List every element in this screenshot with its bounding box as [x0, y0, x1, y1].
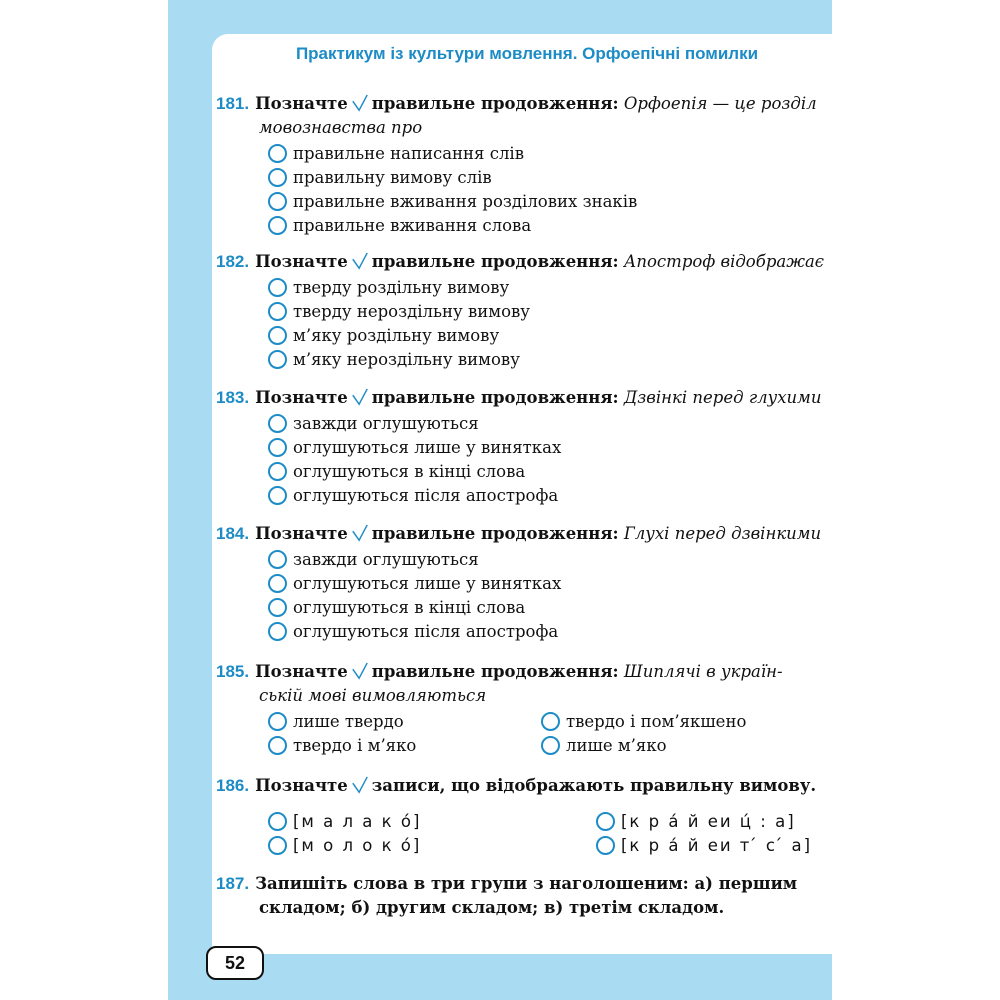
option-label: оглушуються лише у винятках	[293, 574, 562, 593]
question-number: 183.	[216, 388, 250, 407]
radio-circle-icon[interactable]	[268, 350, 287, 369]
radio-circle-icon[interactable]	[268, 736, 287, 755]
answer-option[interactable]	[216, 142, 836, 166]
option-label: лише твердо	[293, 712, 404, 731]
question-prompt: Глухі перед дзвінкими	[623, 524, 822, 543]
radio-circle-icon[interactable]	[268, 812, 287, 831]
answer-option[interactable]	[216, 734, 541, 758]
option-label: [к р а́ й еи т ́ с ́ а]	[621, 836, 813, 855]
question-instruction: правильне продовження:	[371, 662, 619, 681]
option-label: тверду роздільну вимову	[293, 278, 510, 297]
option-label: оглушуються після апострофа	[293, 622, 559, 641]
question-183	[216, 386, 836, 508]
option-label: м’яку роздільну вимову	[293, 326, 500, 345]
radio-circle-icon[interactable]	[268, 326, 287, 345]
check-mark-icon	[351, 94, 369, 112]
page-number: 52	[206, 946, 264, 980]
radio-circle-icon[interactable]	[268, 144, 287, 163]
answer-option[interactable]	[216, 276, 836, 300]
answer-option[interactable]	[216, 190, 836, 214]
option-label: оглушуються лише у винятках	[293, 438, 562, 457]
question-182	[216, 250, 836, 372]
answer-option[interactable]	[216, 324, 836, 348]
radio-circle-icon[interactable]	[596, 812, 615, 831]
question-lead: Позначте	[255, 388, 348, 407]
answer-option[interactable]	[216, 214, 836, 238]
answer-option[interactable]	[216, 620, 836, 644]
answer-option[interactable]	[541, 734, 831, 758]
option-label: [к р а́ й еи ц́ : а]	[621, 812, 796, 831]
answer-option[interactable]	[216, 572, 836, 596]
radio-circle-icon[interactable]	[541, 712, 560, 731]
answer-option[interactable]	[216, 436, 836, 460]
option-label: оглушуються в кінці слова	[293, 462, 526, 481]
radio-circle-icon[interactable]	[268, 836, 287, 855]
question-lead: Позначте	[255, 662, 348, 681]
option-label: лише м’яко	[566, 736, 667, 755]
question-186	[216, 774, 836, 858]
question-prompt: Дзвінкі перед глухими	[623, 388, 822, 407]
option-label: правильне написання слів	[293, 144, 524, 163]
radio-circle-icon[interactable]	[268, 550, 287, 569]
radio-circle-icon[interactable]	[268, 168, 287, 187]
question-number: 182.	[216, 252, 250, 271]
answer-option[interactable]	[216, 834, 541, 858]
answer-option[interactable]	[216, 596, 836, 620]
option-label: правильну вимову слів	[293, 168, 492, 187]
option-label: [м а л а к о́]	[293, 812, 422, 831]
answer-option[interactable]	[216, 348, 836, 372]
question-185	[216, 660, 836, 758]
question-number: 186.	[216, 776, 250, 795]
question-text-continued: складом; б) другим складом; в) третім складом.	[259, 898, 725, 917]
radio-circle-icon[interactable]	[268, 574, 287, 593]
radio-circle-icon[interactable]	[268, 622, 287, 641]
question-prompt: Шиплячі в україн-	[623, 662, 783, 681]
answer-option[interactable]	[216, 484, 836, 508]
question-instruction: правильне продовження:	[371, 252, 619, 271]
question-instruction: правильне продовження:	[371, 94, 619, 113]
radio-circle-icon[interactable]	[268, 302, 287, 321]
option-label: завжди оглушуються	[293, 550, 479, 569]
radio-circle-icon[interactable]	[268, 414, 287, 433]
radio-circle-icon[interactable]	[268, 192, 287, 211]
answer-option[interactable]	[216, 460, 836, 484]
radio-circle-icon[interactable]	[268, 462, 287, 481]
answer-option[interactable]	[216, 548, 836, 572]
option-label: тверду нероздільну вимову	[293, 302, 531, 321]
question-number: 184.	[216, 524, 250, 543]
option-label: правильне вживання слова	[293, 216, 532, 235]
question-184	[216, 522, 836, 644]
option-label: оглушуються після апострофа	[293, 486, 559, 505]
option-label: твердо і м’яко	[293, 736, 417, 755]
check-mark-icon	[351, 388, 369, 406]
option-label: [м о л о к о́]	[293, 836, 422, 855]
check-mark-icon	[351, 662, 369, 680]
answer-option[interactable]	[216, 300, 836, 324]
answer-option[interactable]	[216, 166, 836, 190]
answer-option[interactable]	[541, 710, 831, 734]
question-prompt-continued: мовознавства про	[259, 118, 423, 137]
radio-circle-icon[interactable]	[268, 278, 287, 297]
question-181	[216, 92, 836, 238]
option-label: твердо і пом’якшено	[566, 712, 747, 731]
question-lead: Позначте	[255, 776, 348, 795]
answer-option[interactable]	[216, 810, 541, 834]
answer-option[interactable]	[216, 710, 541, 734]
question-number: 187.	[216, 874, 250, 893]
question-number: 185.	[216, 662, 250, 681]
option-label: правильне вживання розділових знаків	[293, 192, 638, 211]
check-mark-icon	[351, 524, 369, 542]
question-prompt: Орфоепія — це розділ	[623, 94, 817, 113]
question-number: 181.	[216, 94, 250, 113]
radio-circle-icon[interactable]	[268, 486, 287, 505]
option-label: оглушуються в кінці слова	[293, 598, 526, 617]
radio-circle-icon[interactable]	[268, 712, 287, 731]
answer-option[interactable]	[216, 412, 836, 436]
question-instruction: записи, що відображають правильну вимову.	[371, 776, 817, 795]
question-prompt-continued: ській мові вимовляються	[259, 686, 487, 705]
answer-option[interactable]	[541, 834, 831, 858]
check-mark-icon	[351, 252, 369, 270]
check-mark-icon	[351, 776, 369, 794]
option-label: завжди оглушуються	[293, 414, 479, 433]
radio-circle-icon[interactable]	[268, 438, 287, 457]
question-instruction: правильне продовження:	[371, 388, 619, 407]
answer-option[interactable]	[541, 810, 831, 834]
radio-circle-icon[interactable]	[268, 598, 287, 617]
question-187	[216, 872, 836, 920]
question-lead: Позначте	[255, 252, 348, 271]
question-lead: Позначте	[255, 524, 348, 543]
radio-circle-icon[interactable]	[541, 736, 560, 755]
question-prompt: Апостроф відображає	[623, 252, 825, 271]
radio-circle-icon[interactable]	[268, 216, 287, 235]
question-text: Запишіть слова в три групи з наголошеним: а) першим	[255, 874, 798, 893]
question-instruction: правильне продовження:	[371, 524, 619, 543]
page-title: Практикум із культури мовлення. Орфоепічні помилки	[295, 44, 759, 63]
radio-circle-icon[interactable]	[596, 836, 615, 855]
question-lead: Позначте	[255, 94, 348, 113]
option-label: м’яку нероздільну вимову	[293, 350, 520, 369]
